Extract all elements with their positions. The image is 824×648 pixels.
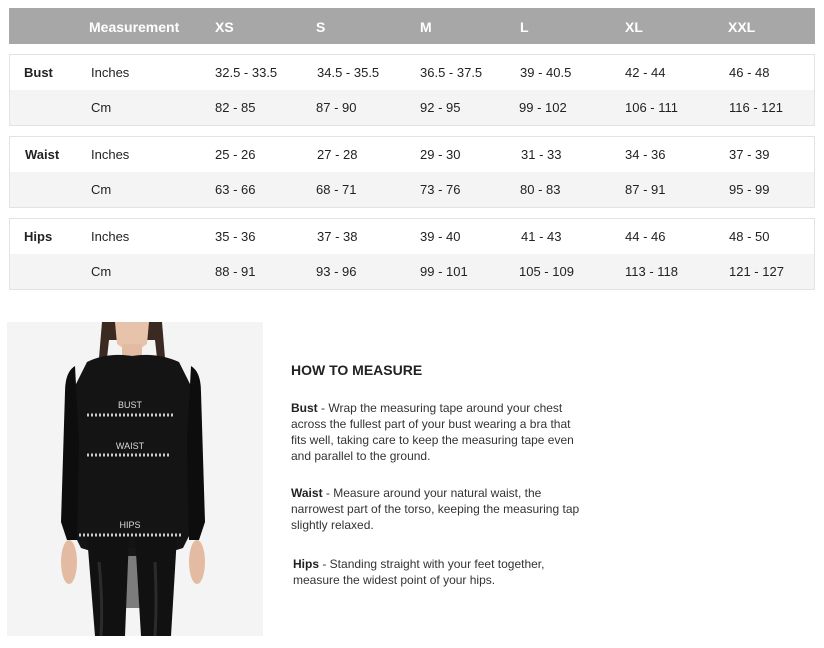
size-value: 37 - 38 bbox=[317, 229, 358, 244]
bust-group bbox=[9, 54, 815, 126]
waist-line: - Measure around your natural waist, the bbox=[322, 486, 542, 500]
bust-line: and parallel to the ground. bbox=[291, 449, 431, 463]
size-value: 35 - 36 bbox=[215, 229, 256, 244]
table-row bbox=[10, 254, 814, 289]
size-value: 99 - 102 bbox=[519, 100, 567, 115]
hips-group bbox=[9, 218, 815, 290]
size-value: 31 - 33 bbox=[521, 147, 562, 162]
how-to-measure-section bbox=[291, 362, 611, 587]
size-value: 48 - 50 bbox=[729, 229, 770, 244]
size-value: 42 - 44 bbox=[625, 65, 666, 80]
waist-line: slightly relaxed. bbox=[291, 518, 374, 532]
size-value: 106 - 111 bbox=[625, 100, 679, 115]
size-value: 82 - 85 bbox=[215, 100, 256, 115]
size-value: 68 - 71 bbox=[316, 182, 357, 197]
size-value: 25 - 26 bbox=[215, 147, 256, 162]
size-value: 87 - 90 bbox=[316, 100, 357, 115]
size-value: 34 - 36 bbox=[625, 147, 666, 162]
waist-guide-label: WAIST bbox=[115, 441, 145, 451]
unit-label: Inches bbox=[91, 147, 130, 162]
model-measurement-figure bbox=[7, 322, 263, 636]
group-label: Waist bbox=[25, 147, 60, 162]
size-value: 73 - 76 bbox=[420, 182, 461, 197]
hips-instructions bbox=[293, 556, 603, 588]
size-value: 105 - 109 bbox=[519, 264, 574, 279]
size-value: 27 - 28 bbox=[317, 147, 358, 162]
table-row bbox=[10, 172, 814, 207]
hips-line: - Standing straight with your feet together, bbox=[319, 557, 545, 571]
size-value: 46 - 48 bbox=[729, 65, 770, 80]
size-value: 41 - 43 bbox=[521, 229, 562, 244]
size-value: 34.5 - 35.5 bbox=[317, 65, 380, 80]
hips-guide-label: HIPS bbox=[119, 520, 141, 530]
header-l: L bbox=[520, 19, 529, 35]
bust-line: across the fullest part of your bust wearing a bra that bbox=[291, 417, 571, 431]
bust-term: Bust bbox=[291, 401, 318, 415]
size-value: 63 - 66 bbox=[215, 182, 256, 197]
table-row bbox=[10, 137, 814, 172]
size-value: 37 - 39 bbox=[729, 147, 770, 162]
size-value: 39 - 40 bbox=[420, 229, 461, 244]
hips-term: Hips bbox=[293, 557, 320, 571]
size-value: 29 - 30 bbox=[420, 147, 461, 162]
size-value: 32.5 - 33.5 bbox=[215, 65, 278, 80]
header-s: S bbox=[316, 19, 326, 35]
size-value: 39 - 40.5 bbox=[520, 65, 572, 80]
size-value: 88 - 91 bbox=[215, 264, 256, 279]
size-value: 80 - 83 bbox=[520, 182, 561, 197]
unit-label: Cm bbox=[91, 182, 112, 197]
waist-instructions bbox=[291, 485, 601, 533]
size-value: 93 - 96 bbox=[316, 264, 357, 279]
model-illustration bbox=[7, 322, 263, 636]
group-label: Bust bbox=[24, 65, 53, 80]
size-table-header bbox=[9, 8, 815, 44]
size-value: 36.5 - 37.5 bbox=[420, 65, 483, 80]
table-row bbox=[10, 90, 814, 125]
bust-line: fits well, taking care to keep the measuring tape even bbox=[291, 433, 574, 447]
section-title: HOW TO MEASURE bbox=[291, 362, 423, 378]
header-xxl: XXL bbox=[728, 19, 756, 35]
bust-instructions bbox=[291, 400, 601, 464]
size-value: 99 - 101 bbox=[420, 264, 468, 279]
unit-label: Inches bbox=[91, 65, 130, 80]
size-value: 87 - 91 bbox=[625, 182, 666, 197]
hips-line: measure the widest point of your hips. bbox=[293, 573, 496, 587]
size-value: 95 - 99 bbox=[729, 182, 770, 197]
group-label: Hips bbox=[24, 229, 53, 244]
size-value: 92 - 95 bbox=[420, 100, 461, 115]
header-measurement: Measurement bbox=[89, 19, 180, 35]
unit-label: Cm bbox=[91, 264, 112, 279]
header-m: M bbox=[420, 19, 432, 35]
header-xl: XL bbox=[625, 19, 643, 35]
waist-line: narrowest part of the torso, keeping the measuring tap bbox=[291, 502, 580, 516]
size-value: 44 - 46 bbox=[625, 229, 666, 244]
table-row bbox=[10, 219, 814, 254]
waist-group bbox=[9, 136, 815, 208]
size-value: 121 - 127 bbox=[729, 264, 784, 279]
size-value: 113 - 118 bbox=[625, 264, 679, 279]
unit-label: Inches bbox=[91, 229, 130, 244]
table-row bbox=[10, 55, 814, 90]
waist-term: Waist bbox=[291, 486, 323, 500]
bust-line: - Wrap the measuring tape around your chest bbox=[317, 401, 563, 415]
header-xs: XS bbox=[215, 19, 234, 35]
size-value: 116 - 121 bbox=[729, 100, 783, 115]
bust-guide-label: BUST bbox=[117, 400, 143, 410]
unit-label: Cm bbox=[91, 100, 112, 115]
